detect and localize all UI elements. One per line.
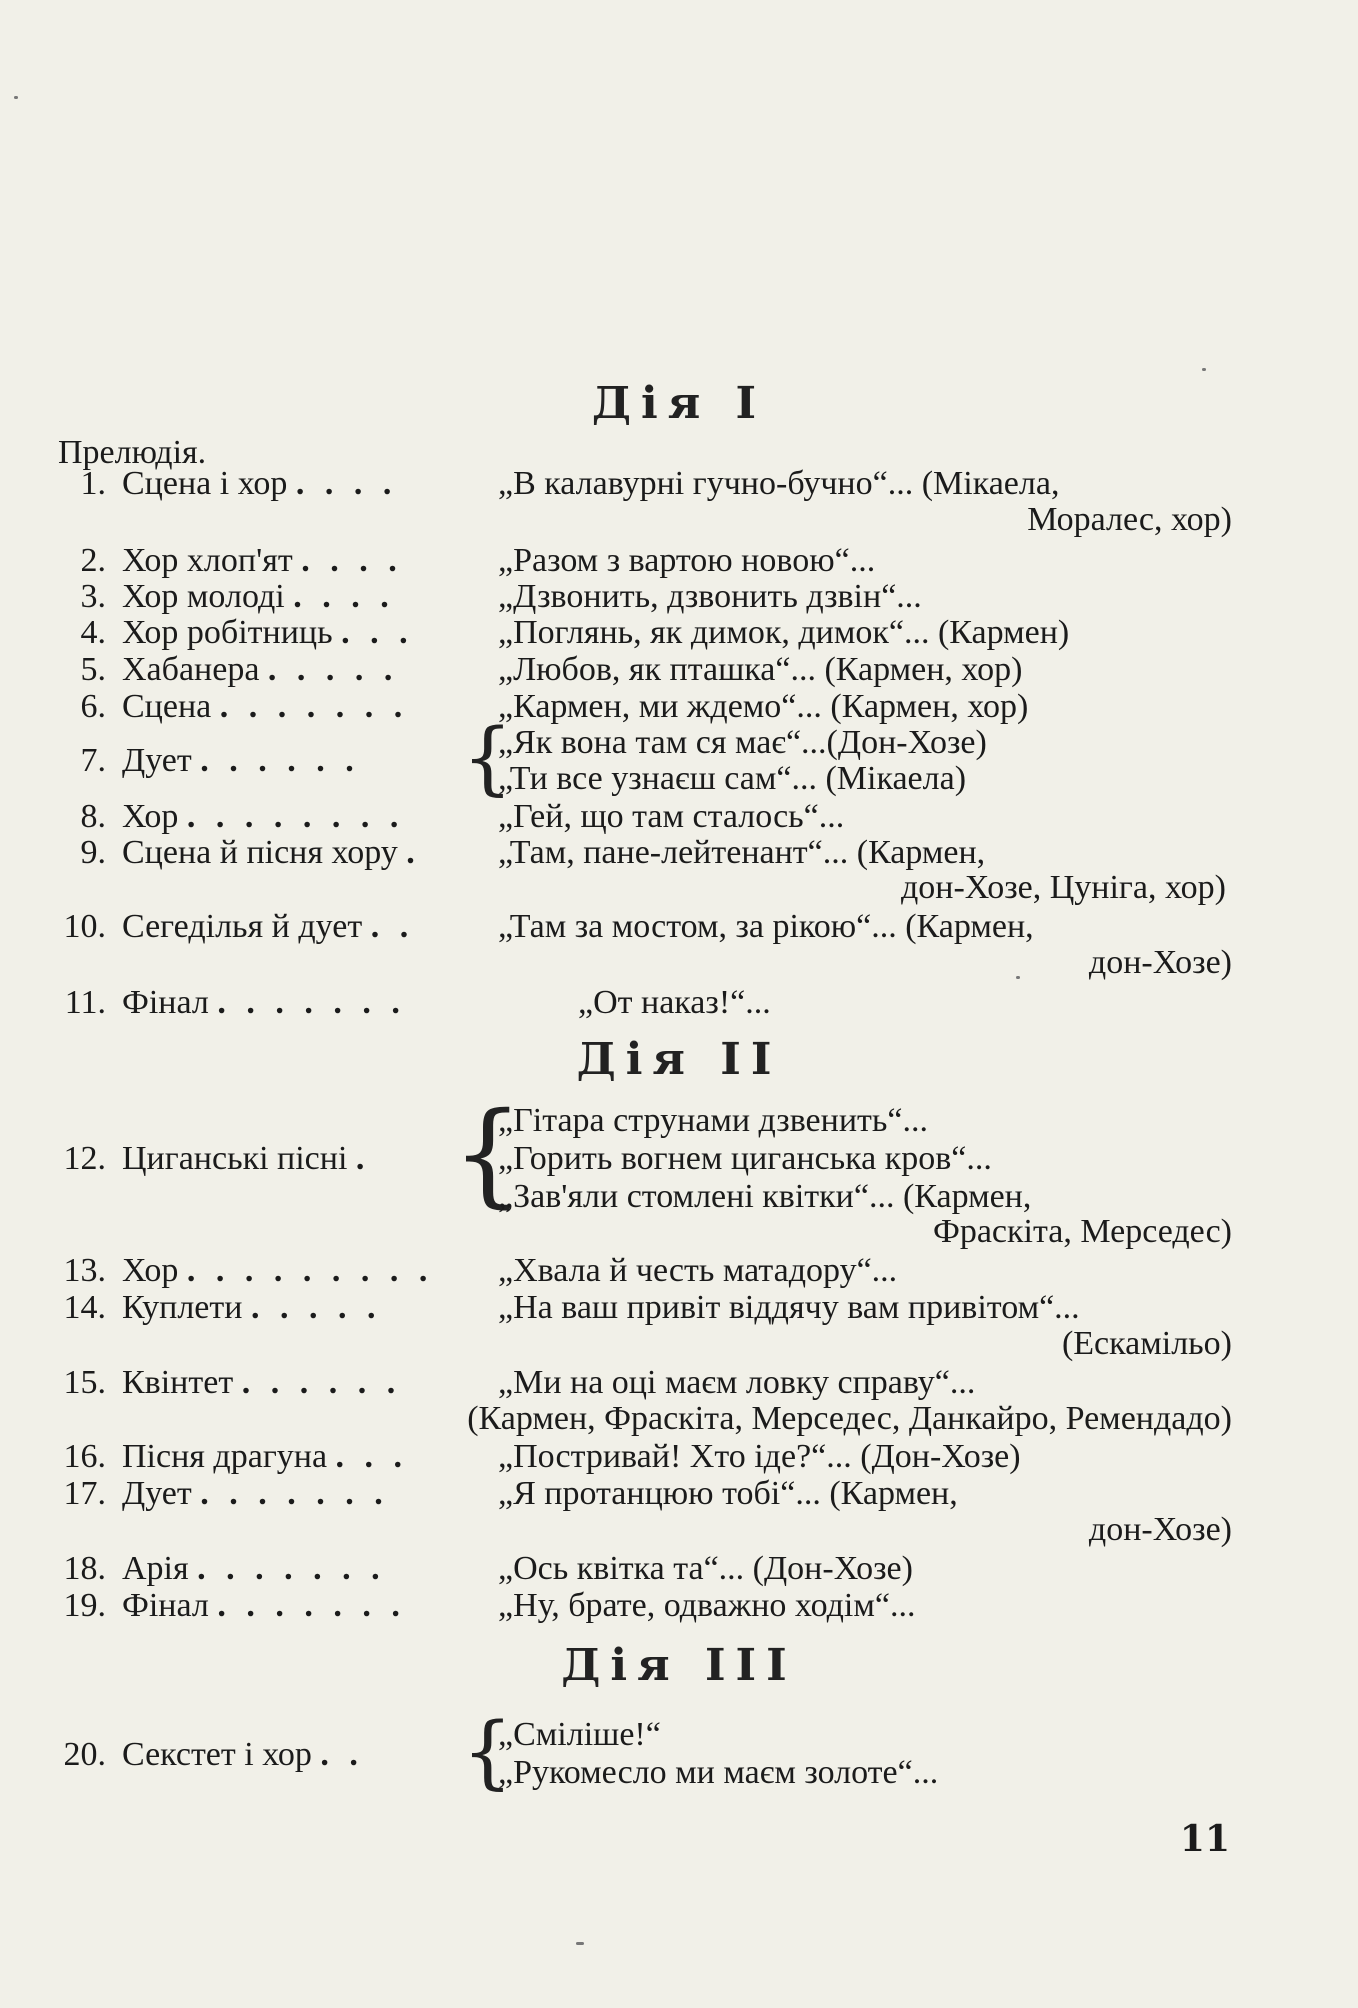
entry-title: Секстет і хор . . (122, 1736, 364, 1773)
entry-2 (0, 542, 1358, 580)
entry-title: Хор . . . . . . . . . (122, 1252, 434, 1289)
entry-9 (0, 834, 1358, 872)
entry-number: 7. (80, 742, 106, 779)
entry-17 (0, 1475, 1358, 1513)
entry-number: 19. (63, 1587, 106, 1624)
entry-number: 1. (80, 465, 106, 502)
entry-number: 18. (63, 1550, 106, 1587)
entry-quote: „Постривай! Хто іде?“... (Дон-Хозе) (498, 1438, 1021, 1475)
entry-9-continuation: дон-Хозе, Цуніга, хор) (900, 869, 1226, 906)
entry-number: 15. (63, 1364, 106, 1401)
entry-title: Хабанера . . . . . (122, 651, 399, 688)
brace-icon: { (462, 1705, 513, 1798)
entry-1 (0, 465, 1358, 503)
entry-quote: „Любов, як пташка“... (Кармен, хор) (498, 651, 1023, 688)
entry-3 (0, 578, 1358, 616)
paper-speck (1202, 368, 1206, 371)
entry-quote: „Ну, брате, одважно ходім“... (498, 1587, 916, 1624)
entry-number: 3. (80, 578, 106, 615)
entry-14-continuation: (Ескамільо) (1061, 1325, 1232, 1362)
entry-15-continuation: (Кармен, Фраскіта, Мерседес, Данкайро, Ремендадо) (467, 1400, 1232, 1437)
entry-quote: „Ось квітка та“... (Дон-Хозе) (498, 1550, 913, 1587)
entry-quote: „Ми на оці маєм ловку справу“... (498, 1364, 976, 1401)
entry-6 (0, 688, 1358, 726)
prelude-label: Прелюдія. (58, 434, 207, 471)
entry-number: 12. (63, 1140, 106, 1177)
entry-title: Квінтет . . . . . . (122, 1364, 402, 1401)
entry-number: 10. (63, 908, 106, 945)
entry-quote: „От наказ!“... (578, 984, 771, 1021)
entry-1-continuation: Моралес, хор) (1027, 501, 1232, 538)
entry-quote: „Гей, що там сталось“... (498, 798, 845, 835)
entry-13 (0, 1252, 1358, 1290)
entry-number: 8. (80, 798, 106, 835)
paper-speck (576, 1942, 584, 1945)
entry-number: 13. (63, 1252, 106, 1289)
entry-number: 14. (63, 1289, 106, 1326)
entry-quote: „Там, пане-лейтенант“... (Кармен, (498, 834, 986, 871)
entry-12-line-1: „Гітара струнами дзвенить“... (498, 1102, 928, 1139)
entry-title: Хор робітниць . . . (122, 614, 414, 651)
entry-7-line-2: „Ти все узнаєш сам“... (Мікаела) (498, 760, 967, 797)
entry-quote: „Там за мостом, за рікою“... (Кармен, (498, 908, 1034, 945)
entry-quote: „В калавурні гучно-бучно“... (Мікаела, (498, 465, 1060, 502)
entry-quote: „На ваш привіт віддячу вам привітом“... (498, 1289, 1080, 1326)
entry-20-line-1: „Сміліше!“ (498, 1716, 661, 1753)
entry-10 (0, 908, 1358, 946)
entry-number: 5. (80, 651, 106, 688)
entry-4 (0, 614, 1358, 652)
act-3-heading: Дія ІІІ (561, 1640, 797, 1691)
entry-title: Циганські пісні . (122, 1140, 371, 1177)
entry-title: Арія . . . . . . . (122, 1550, 386, 1587)
entry-title: Куплети . . . . . (122, 1289, 382, 1326)
entry-title: Сцена . . . . . . . (122, 688, 409, 725)
entry-number: 16. (63, 1438, 106, 1475)
entry-7-line-1: „Як вона там ся має“...(Дон-Хозе) (498, 724, 987, 761)
entry-11 (0, 984, 1358, 1022)
paper-speck (1016, 976, 1020, 979)
entry-10-continuation: дон-Хозе) (1088, 944, 1232, 981)
entry-title: Дует . . . . . . (122, 742, 360, 779)
entry-number: 20. (63, 1736, 106, 1773)
entry-title: Пісня драгуна . . . (122, 1438, 409, 1475)
entry-quote: „Дзвонить, дзвонить дзвін“... (498, 578, 922, 615)
entry-12-line-3: „Зав'яли стомлені квітки“... (Кармен, (498, 1178, 1032, 1215)
entry-14 (0, 1289, 1358, 1327)
entry-title: Фінал . . . . . . . (122, 1587, 406, 1624)
brace-icon: { (452, 1089, 524, 1219)
entry-17-continuation: дон-Хозе) (1088, 1511, 1232, 1548)
entry-number: 11. (64, 984, 106, 1021)
entry-12: 12. Циганські пісні . „Горить вогнем циганська кров“... (0, 1140, 1358, 1178)
entry-number: 17. (63, 1475, 106, 1512)
entry-quote: „Я протанцюю тобі“... (Кармен, (498, 1475, 958, 1512)
entry-number: 9. (80, 834, 106, 871)
paper-speck (14, 96, 18, 99)
entry-number: 2. (80, 542, 106, 579)
entry-title: Дует . . . . . . . (122, 1475, 389, 1512)
act-1-heading: Дія І (591, 378, 767, 429)
entry-12-continuation: Фраскіта, Мерседес) (932, 1213, 1232, 1250)
page-number: 11 (1179, 1818, 1230, 1860)
entry-19 (0, 1587, 1358, 1625)
entry-title: Сцена й пісня хору . (122, 834, 421, 871)
entry-18 (0, 1550, 1358, 1588)
entry-title: Хор хлоп'ят . . . . (122, 542, 403, 579)
entry-20-line-2: „Рукомесло ми маєм золоте“... (498, 1754, 939, 1791)
entry-quote: „Кармен, ми ждемо“... (Кармен, хор) (498, 688, 1029, 725)
brace-icon: { (462, 711, 513, 804)
entry-quote: „Поглянь, як димок, димок“... (Кармен) (498, 614, 1070, 651)
entry-title: Фінал . . . . . . . (122, 984, 406, 1021)
entry-quote: „Хвала й честь матадору“... (498, 1252, 898, 1289)
entry-8 (0, 798, 1358, 836)
entry-title: Хор . . . . . . . . (122, 798, 405, 835)
entry-number: 4. (80, 614, 106, 651)
entry-title: Хор молоді . . . . (122, 578, 395, 615)
act-2-heading: Дія ІІ (576, 1034, 782, 1085)
entry-title: Сцена і хор . . . . (122, 465, 398, 502)
entry-quote: „Разом з вартою новою“... (498, 542, 876, 579)
entry-title: Сегеділья й дует . . (122, 908, 415, 945)
entry-16 (0, 1438, 1358, 1476)
entry-number: 6. (80, 688, 106, 725)
entry-5 (0, 651, 1358, 689)
entry-15 (0, 1364, 1358, 1402)
